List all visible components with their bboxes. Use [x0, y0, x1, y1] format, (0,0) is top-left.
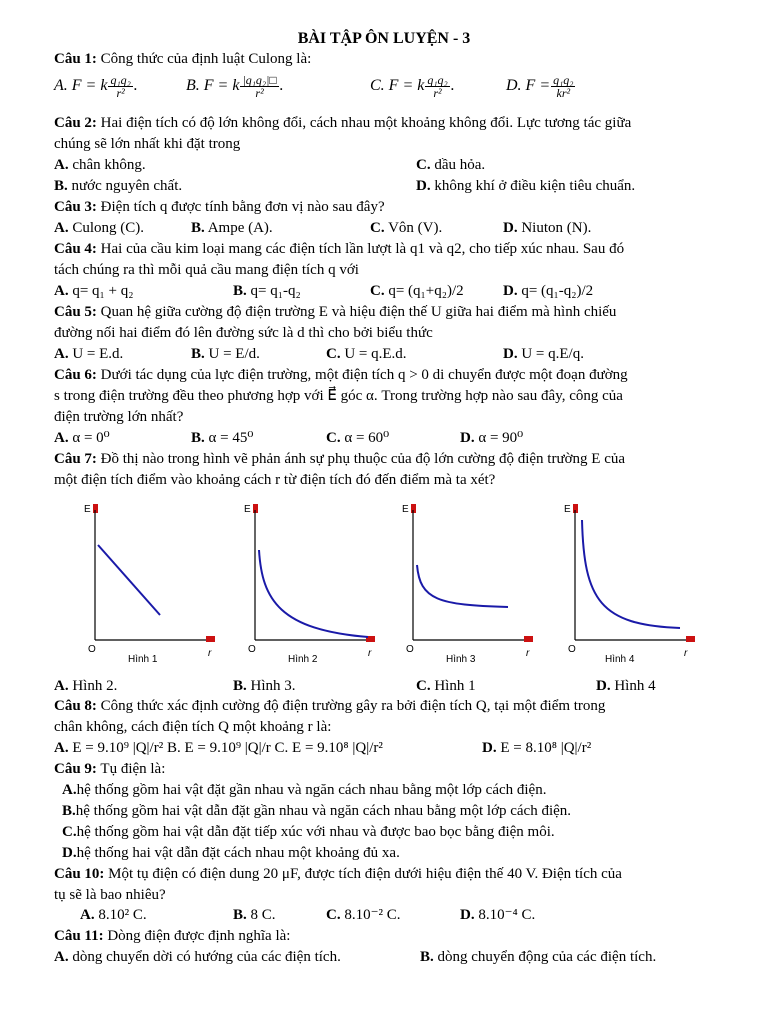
option-4a: A. q= q₁ + q₂: [54, 283, 134, 299]
worksheet-title: BÀI TẬP ÔN LUYỆN - 3: [297, 30, 471, 47]
option-11a: A. dòng chuyển dời có hướng của các điện tích.: [54, 949, 341, 965]
question-7: Câu 7: Đồ thị nào trong hình vẽ phản ánh sự phụ thuộc của độ lớn cường độ điện trường E của: [54, 451, 626, 467]
question-text: Công thức của định luật Culong là:: [100, 51, 312, 67]
graph-hinh-2: [240, 500, 380, 660]
question-8-cont: chân không, cách điện tích Q một khoảng r là:: [54, 719, 332, 735]
axis-marker-r: [686, 636, 695, 642]
curve-hinh-4: [582, 520, 680, 628]
axis-label-o: O: [406, 644, 414, 655]
question-4: Câu 4: Hai của cầu kim loại mang các điện tích lần lượt là q1 và q2, cho tiếp xúc nhau. Sau đó: [54, 241, 625, 257]
option-2b: B. nước nguyên chất.: [54, 178, 183, 194]
axis-label-e: E: [84, 504, 91, 515]
question-8: Câu 8: Công thức xác định cường độ điện trường gây ra bởi điện tích Q, tại một điểm trong: [54, 698, 606, 714]
option-7a: A. Hình 2.: [54, 678, 118, 694]
option-5d: D. U = q.E/q.: [503, 346, 584, 362]
axis-label-e: E: [244, 504, 251, 515]
option-2a: A. chân không.: [54, 157, 146, 173]
axis-label-e: E: [564, 504, 571, 515]
caption-hinh-4: Hình 4: [605, 654, 635, 665]
question-2-cont: chúng sẽ lớn nhất khi đặt trong: [54, 136, 241, 152]
question-7-cont: một điện tích điểm vào khoảng cách r từ điện tích đó đến điểm mà ta xét?: [54, 472, 496, 488]
option-9a: A.hệ thống gồm hai vật đặt gần nhau và ngăn cách nhau bằng một lớp cách điện.: [62, 782, 547, 798]
option-7b: B. Hình 3.: [233, 678, 296, 694]
option-9b: B.hệ thống gồm hai vật dẫn đặt gần nhau và ngăn cách nhau bằng một lớp cách điện.: [62, 803, 572, 819]
question-10-cont: tụ sẽ là bao nhiêu?: [54, 887, 166, 903]
question-1: [54, 50, 728, 68]
question-11: Câu 11: Dòng điện được định nghĩa là:: [54, 928, 291, 944]
axis-label-o: O: [568, 644, 576, 655]
option-1b: B. F = k $\frac{\text{|q₁q₂|□}}{\text{r²}}$ .: [186, 73, 284, 100]
curve-hinh-1: [98, 545, 160, 615]
question-5-cont: đường nối hai điểm đó lên đường sức là d thì cho bởi biểu thức: [54, 325, 433, 341]
graph-hinh-4: [560, 500, 700, 660]
option-7d: D. Hình 4: [596, 678, 656, 694]
option-3b: B. Ampe (A).: [191, 220, 273, 236]
option-9c: C.hệ thống gồm hai vật dẫn đặt tiếp xúc với nhau và được bao bọc bằng điện môi.: [62, 824, 555, 840]
question-9: Câu 9: Tụ điện là:: [54, 761, 166, 777]
question-4-cont: tách chúng ra thì mỗi quả cầu mang điện tích q với: [54, 262, 359, 278]
option-4b: B. q= q₁-q₂: [233, 283, 301, 299]
axis-label-r: r: [684, 648, 688, 659]
option-2c: C. dầu hỏa.: [416, 157, 486, 173]
caption-hinh-2: Hình 2: [288, 654, 318, 665]
option-3c: C. Vôn (V).: [370, 220, 443, 236]
option-3d: D. Niuton (N).: [503, 220, 592, 236]
option-5c: C. U = q.E.d.: [326, 346, 407, 362]
option-11b: B. dòng chuyển động của các điện tích.: [420, 949, 657, 965]
curve-hinh-3: [417, 565, 508, 607]
option-6a: A. α = 0⁰: [54, 430, 110, 446]
option-4d: D. q= (q₁-q₂)/2: [503, 283, 594, 299]
option-2d: D. không khí ở điều kiện tiêu chuẩn.: [416, 178, 636, 194]
axis-label-r: r: [368, 648, 372, 659]
question-label: Câu 1:: [54, 51, 97, 67]
axis-label-e: E: [402, 504, 409, 515]
option-3a: A. Culong (C).: [54, 220, 145, 236]
option-10b: B. 8 C.: [233, 907, 276, 923]
option-10a: A. 8.10² C.: [80, 907, 147, 923]
question-2: Câu 2: Hai điện tích có độ lớn không đổi, cách nhau một khoảng không đổi. Lực tương tác giữa: [54, 115, 632, 131]
option-1c: C. F = k $\frac{\text{q₁q₂}}{\text{r²}}$ .: [370, 73, 455, 100]
graph-hinh-3: [398, 500, 538, 660]
option-1d: D. F = $\frac{\text{q₁q₂}}{\text{kr²}}$: [506, 73, 574, 100]
question-10: Câu 10: Một tụ điện có điện dung 20 μF, được tích điện dưới hiệu điện thế 40 V. Điện tích của: [54, 866, 622, 882]
curve-hinh-2: [259, 550, 368, 637]
question-6-cont: s trong điện trường đều theo phương hợp với E⃗ góc α. Trong trường hợp nào sau đây, công của: [54, 388, 623, 404]
axis-label-o: O: [88, 644, 96, 655]
axis-marker-r: [524, 636, 533, 642]
option-6b: B. α = 45⁰: [191, 430, 254, 446]
option-9d: D.hệ thống hai vật dẫn đặt cách nhau một khoảng đủ xa.: [62, 845, 400, 861]
caption-hinh-1: Hình 1: [128, 654, 158, 665]
option-7c: C. Hình 1: [416, 678, 476, 694]
option-1a: A. F = k $\frac{\text{q₁q₂}}{\text{r²}}$ .: [54, 73, 138, 100]
option-6c: C. α = 60⁰: [326, 430, 390, 446]
graph-hinh-1: [80, 500, 220, 660]
option-8d: D. E = 8.10⁸ |Q|/r²: [482, 740, 592, 756]
question-3: Câu 3: Điện tích q được tính bằng đơn vị nào sau đây?: [54, 199, 385, 215]
option-8abc: A. E = 9.10⁹ |Q|/r² B. E = 9.10⁹ |Q|/r C. E = 9.10⁸ |Q|/r²: [54, 740, 383, 756]
axis-label-r: r: [526, 648, 530, 659]
caption-hinh-3: Hình 3: [446, 654, 476, 665]
question-6: Câu 6: Dưới tác dụng của lực điện trường, một điện tích q > 0 di chuyển được một đoạn đường: [54, 367, 628, 383]
axis-marker-r: [206, 636, 215, 642]
option-10c: C. 8.10⁻² C.: [326, 907, 401, 923]
option-5a: A. U = E.d.: [54, 346, 124, 362]
option-6d: D. α = 90⁰: [460, 430, 524, 446]
question-5: Câu 5: Quan hệ giữa cường độ điện trường E và hiệu điện thế U giữa hai điểm mà hình chiếu: [54, 304, 617, 320]
option-5b: B. U = E/d.: [191, 346, 260, 362]
question-6-cont2: điện trường lớn nhất?: [54, 409, 184, 425]
option-10d: D. 8.10⁻⁴ C.: [460, 907, 536, 923]
option-4c: C. q= (q₁+q₂)/2: [370, 283, 464, 299]
axis-label-o: O: [248, 644, 256, 655]
axis-label-r: r: [208, 648, 212, 659]
